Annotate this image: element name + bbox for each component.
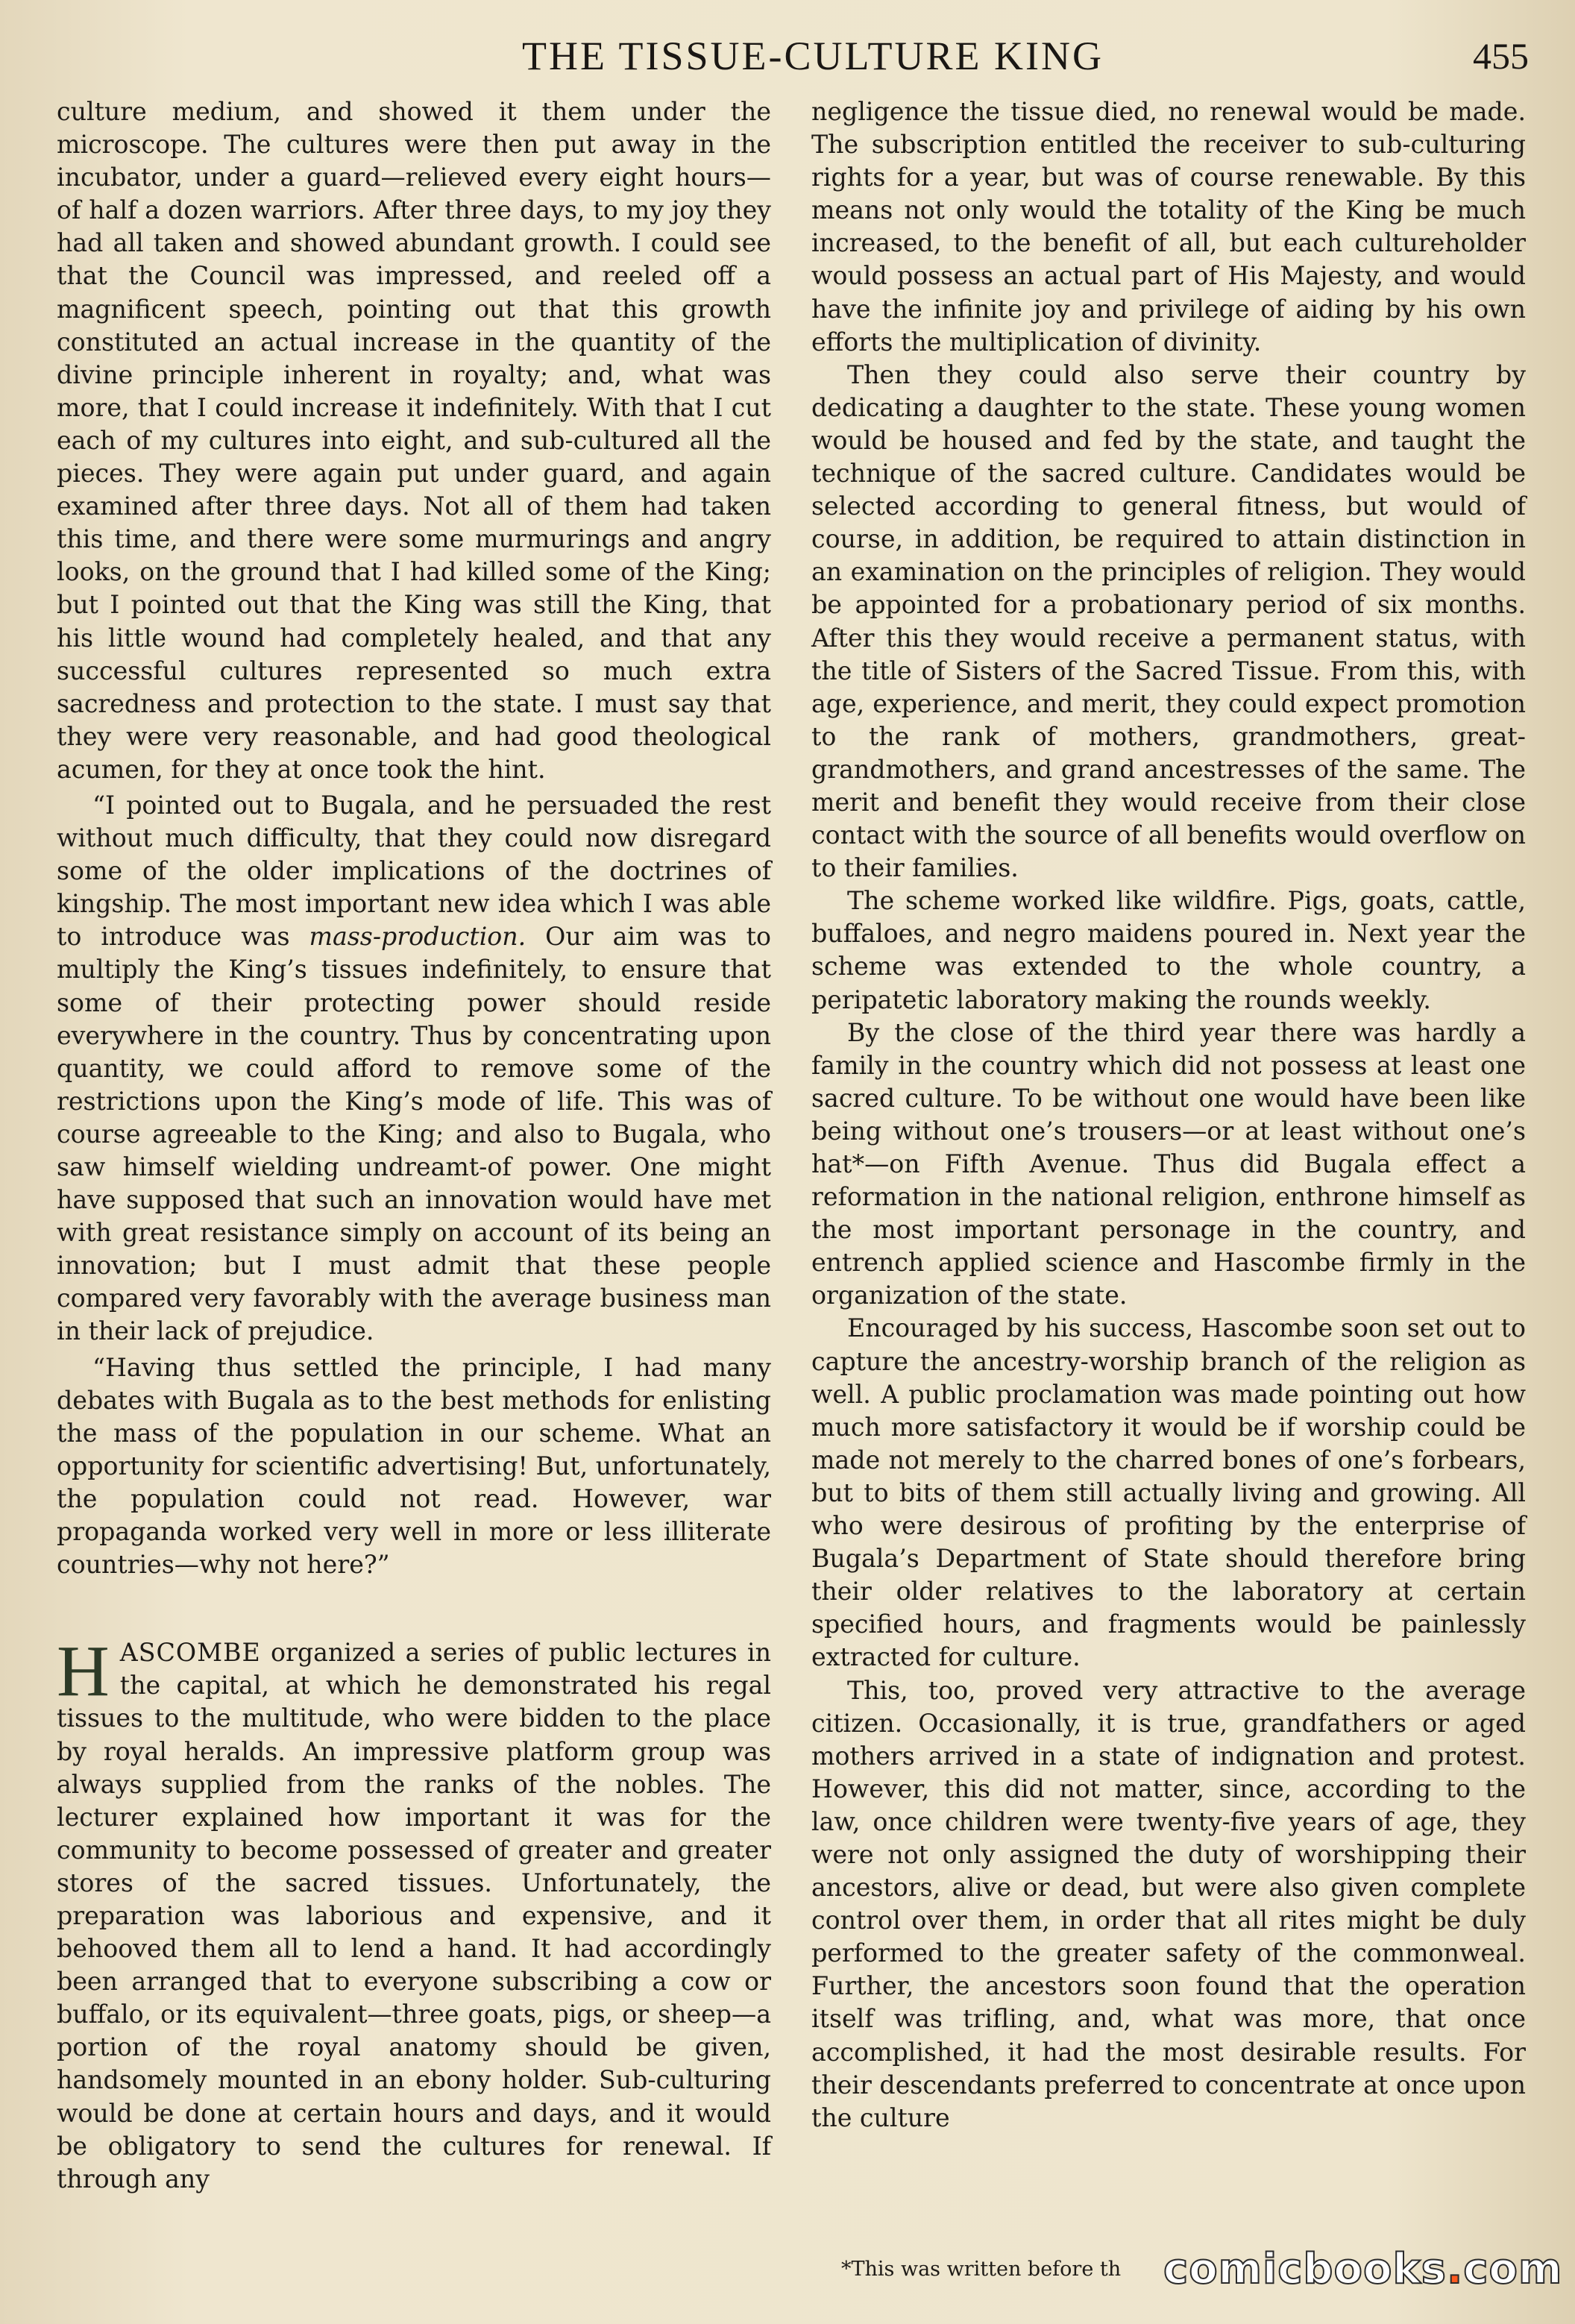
drop-cap: H xyxy=(57,1631,110,1712)
paragraph: By the close of the third year there was hardly a family in the country which did not possess at least one sacred culture. To be without one would have been like being without one’s trousers—or at least without one’s hat*—on Fifth Avenue. Thus did Bugala effect a reformation in the national religion, enthrone himself as the most important personage in the country, and entrench applied science and Hascombe firmly in the organization of the state. xyxy=(811,1017,1526,1310)
opening-word: ASCOMBE xyxy=(119,1638,261,1668)
page-number: 455 xyxy=(1473,35,1529,77)
running-title: THE TISSUE-CULTURE KING xyxy=(522,34,1104,78)
watermark-text: comicbooks xyxy=(1163,2245,1447,2293)
paragraph-text: organized a series of public lectures in the capital, at which he demonstrated his regal tissues to the multitude, who were bidden to the place by royal heralds. An impressive platform group was always supplied from the ranks of the nobles. The lecturer explained how important it was for the community to become possessed of greater and greater stores of the sacred tissues. Unfortunately, the preparation was laborious and expensive, and it behooved them all to lend a hand. It had accordingly been arranged that to everyone subscribing a cow or buffalo, or its equivalent—three goats, pigs, or sheep—a portion of the royal anatomy should be given, handsomely mounted in an ebony holder. Sub-culturing would be done at certain hours and days, and it would be obligatory to send the cultures for renewal. If through any xyxy=(57,1638,771,2193)
site-watermark xyxy=(1163,2243,1563,2296)
section-break xyxy=(57,1581,771,1636)
page-header xyxy=(0,33,1575,92)
paragraph: The scheme worked like wildfire. Pigs, goats, cattle, buffaloes, and negro maidens poured in. Next year the scheme was extended to the whole country, a peripatetic laboratory making the rounds weekly. xyxy=(811,886,1526,1014)
paragraph-text: Our aim was to multiply the King’s tissues indefinitely, to ensure that some of their protecting power should reside everywhere in the country. Thus by concentrating upon quantity, we could afford to remove some of the restrictions upon the King’s mode of life. This was of course agreeable to the King; and also to Bugala, who saw himself wielding undreamt-of power. One might have supposed that such an innovation would have met with great resistance simply on account of its being an innovation; but I must admit that these people compared very favorably with the average business man in their lack of prejudice. xyxy=(57,922,771,1346)
footnote: *This was written before th xyxy=(841,2258,1122,2281)
paragraph: Encouraged by his success, Hascombe soon set out to capture the ancestry-worship branch of the religion as well. A public proclamation was made pointing out how much more satisfactory it would be if worship could be made not merely to the charred bones of one’s forbears, but to bits of them still actually living and growing. All who were desirous of profiting by the enterprise of Bugala’s Department of State should therefore bring their older relatives to the laboratory at certain specified hours, and fragments would be painlessly extracted for culture. xyxy=(811,1313,1526,1672)
right-column xyxy=(811,95,1526,2135)
paragraph xyxy=(57,789,771,1348)
paragraph: Then they could also serve their country by dedicating a daughter to the state. These young women would be housed and fed by the state, and taught the technique of the sacred culture. Candidates would be selected according to general fitness, but would of course, in addition, be required to attain distinction in an examination on the principles of religion. They would be appointed for a probationary period of six months. After this they would receive a permanent status, with the title of Sisters of the Sacred Tissue. From this, with age, experience, and merit, they could expect promotion to the rank of mothers, grandmothers, great-grandmothers, and grand ancestresses of the same. The merit and benefit they would receive from their close contact with the source of all benefits would overflow on to their families. xyxy=(811,359,1526,883)
watermark-text: com xyxy=(1463,2245,1563,2293)
paragraph: “Having thus settled the principle, I had many debates with Bugala as to the best methods for enlisting the mass of the population in our scheme. What an opportunity for scientific advertising! But, unfortunately, the population could not read. However, war propaganda worked very well in more or less illiterate countries—why not here?” xyxy=(57,1352,771,1580)
paragraph: This, too, proved very attractive to the average citizen. Occasionally, it is true, grandfathers or aged mothers arrived in a state of indignation and protest. However, this did not matter, since, according to the law, once children were twenty-five years of age, they were not only assigned the duty of worshipping their ancestors, alive or dead, but were also given complete control over them, in order that all rites might be duly performed to the greater safety of the commonweal. Further, the ancestors soon found that the operation itself was trifling, and, what was more, that once accomplished, it had the most desirable results. For their descendants preferred to concentrate at once upon the culture xyxy=(811,1675,1526,2132)
paragraph-with-drop-cap xyxy=(57,1631,771,2196)
paragraph: culture medium, and showed it them under the microscope. The cultures were then put away in the incubator, under a guard—relieved every eight hours—of half a dozen warriors. After three days, to my joy they had all taken and showed abundant growth. I could see that the Council was impressed, and reeled off a magnificent speech, pointing out that this growth constituted an actual increase in the quantity of the divine principle inherent in royalty; and, what was more, that I could increase it indefinitely. With that I cut each of my cultures into eight, and sub-cultured all the pieces. They were again put under guard, and again examined after three days. Not all of them had taken this time, and there were some murmurings and angry looks, on the ground that I had killed some of the King; but I pointed out that the King was still the King, that his little wound had completely healed, and that any successful cultures represented so much extra sacredness and protection to the state. I must say that they were very reasonable, and had good theological acumen, for they at once took the hint. xyxy=(57,97,771,784)
watermark-dot: . xyxy=(1447,2245,1464,2293)
left-column xyxy=(57,95,771,2196)
emphasis-text: mass-production. xyxy=(309,922,526,952)
paragraph-text: “I pointed out to Bugala, and he persuaded the rest without much difficulty, that they could now disregard some of the older implications of the doctrines of kingship. The most important new idea which I was able to introduce was xyxy=(57,790,771,952)
paragraph: negligence the tissue died, no renewal would be made. The subscription entitled the receiver to sub-culturing rights for a year, but was of course renewable. By this means not only would the totality of the King be much increased, to the benefit of all, but each cultureholder would possess an actual part of His Majesty, and would have the infinite joy and privilege of aiding by his own efforts the multiplication of divinity. xyxy=(811,97,1526,357)
